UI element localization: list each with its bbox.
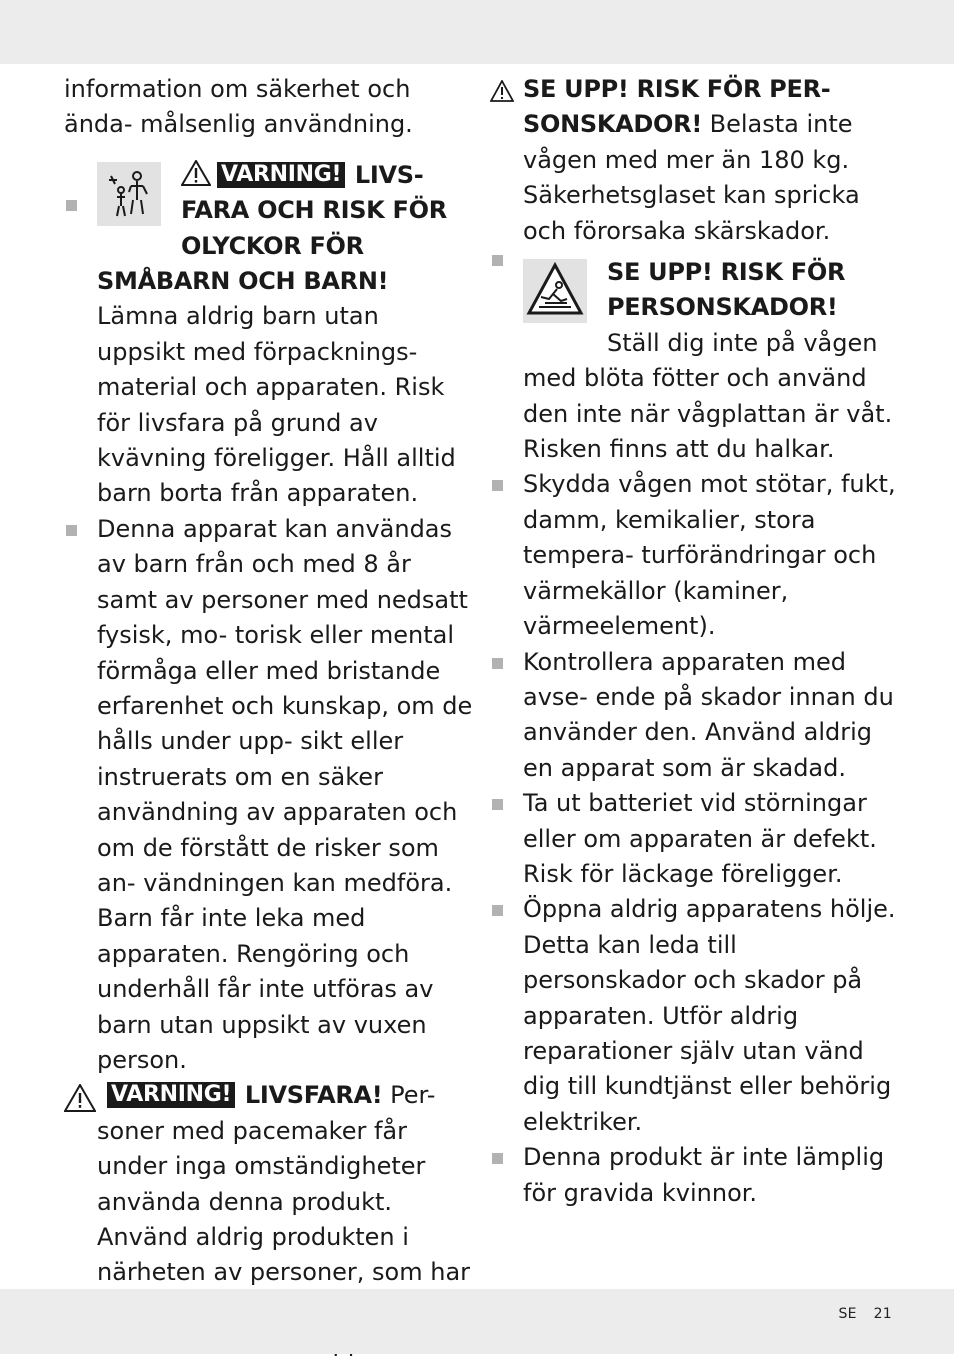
left-column [64,72,474,1362]
list-item-text: Skydda vågen mot stötar, fukt, damm, kemikalier, stora tempera- turförändringar och värmekällor (kaminer, värmeelement). [523,470,896,641]
list-item [64,158,474,512]
warning-triangle-icon [64,1084,96,1112]
page-header-bar [0,0,954,64]
slip-hazard-icon [523,259,587,323]
intro-text: information om säkerhet och ända- målsenlig användning. [64,75,413,139]
bullet-square [492,480,503,491]
page-number: 21 [873,1306,892,1322]
list-item [490,786,900,892]
warning-heading: SE UPP! RISK FÖR PERSONSKADOR! [607,258,846,322]
list-item [490,892,900,1140]
page-footer [826,1306,892,1322]
page-footer-bar [0,1289,954,1354]
bullet-square [492,658,503,669]
warning-badge: VARNING! [107,1082,235,1108]
list-item [64,512,474,1079]
child-safety-icon [97,162,161,226]
list-item [490,255,900,467]
list-item-text: Öppna aldrig apparatens hölje. Detta kan leda till personskador och skador på apparaten. Utför aldrig reparationer själv utan vänd dig till kundtjänst eller behörig elektriker. [523,895,896,1136]
warning-body: Lämna aldrig barn utan uppsikt med förpacknings- material och apparaten. Risk för livsfara på grund av kvävning föreligger. Håll alltid barn borta från apparaten. [97,302,456,508]
list-item-text: Denna apparat kan användas av barn från och med 8 år samt av personer med nedsatt fysisk, mo- torisk eller mental förmåga eller med bristande erfarenhet och kunskap, om de hålls under upp- sikt eller instruerats om en säker användning av apparaten och om de förstått de risker som an- vändningen kan medföra. Barn får inte leka med apparaten. Rengöring och underhåll får inte utföras av barn utan uppsikt av vuxen person. [97,514,473,1074]
list-item-text: Ta ut batteriet vid störningar eller om apparaten är defekt. Risk för läckage föreligger. [523,789,877,888]
warning-heading: LIVSFARA! [244,1081,383,1110]
warning-block [490,72,900,249]
bullet-square [492,255,503,266]
warning-badge: VARNING! [217,162,345,188]
bullet-square [492,799,503,810]
warning-body: Belasta inte vågen med mer än 180 kg. Säkerhetsglaset kan spricka och förorsaka skärskador. [523,110,860,245]
warning-heading: LIVS- FARA OCH RISK FÖR OLYCKOR FÖR SMÅBARN OCH BARN! [97,160,447,296]
bullet-square [492,1153,503,1164]
bullet-square [66,525,77,536]
list-item [490,645,900,787]
list-item [490,1140,900,1211]
warning-triangle-icon [181,160,211,186]
bullet-square [66,200,77,211]
warning-triangle-icon [490,80,514,102]
right-column [490,72,900,1211]
warning-body: Per- soner med pacemaker får under inga omständigheter använda denna produkt. Använd aldrig produkten i närheten av personer, som har [97,1081,471,1287]
warning-body: Ställ dig inte på vågen med blöta fötter och använd den inte när vågplattan är våt. Risken finns att du halkar. [523,328,893,464]
warning-heading: SE UPP! RISK FÖR PER- SONSKADOR! [523,75,831,139]
list-item-text: Kontrollera apparaten med avse- ende på skador innan du använder den. Använd aldrig en apparat som är skadad. [523,647,894,782]
footer-language: SE [838,1306,857,1322]
bullet-square [492,905,503,916]
list-item-text: Denna produkt är inte lämplig för gravida kvinnor. [523,1143,885,1207]
list-item [490,467,900,644]
